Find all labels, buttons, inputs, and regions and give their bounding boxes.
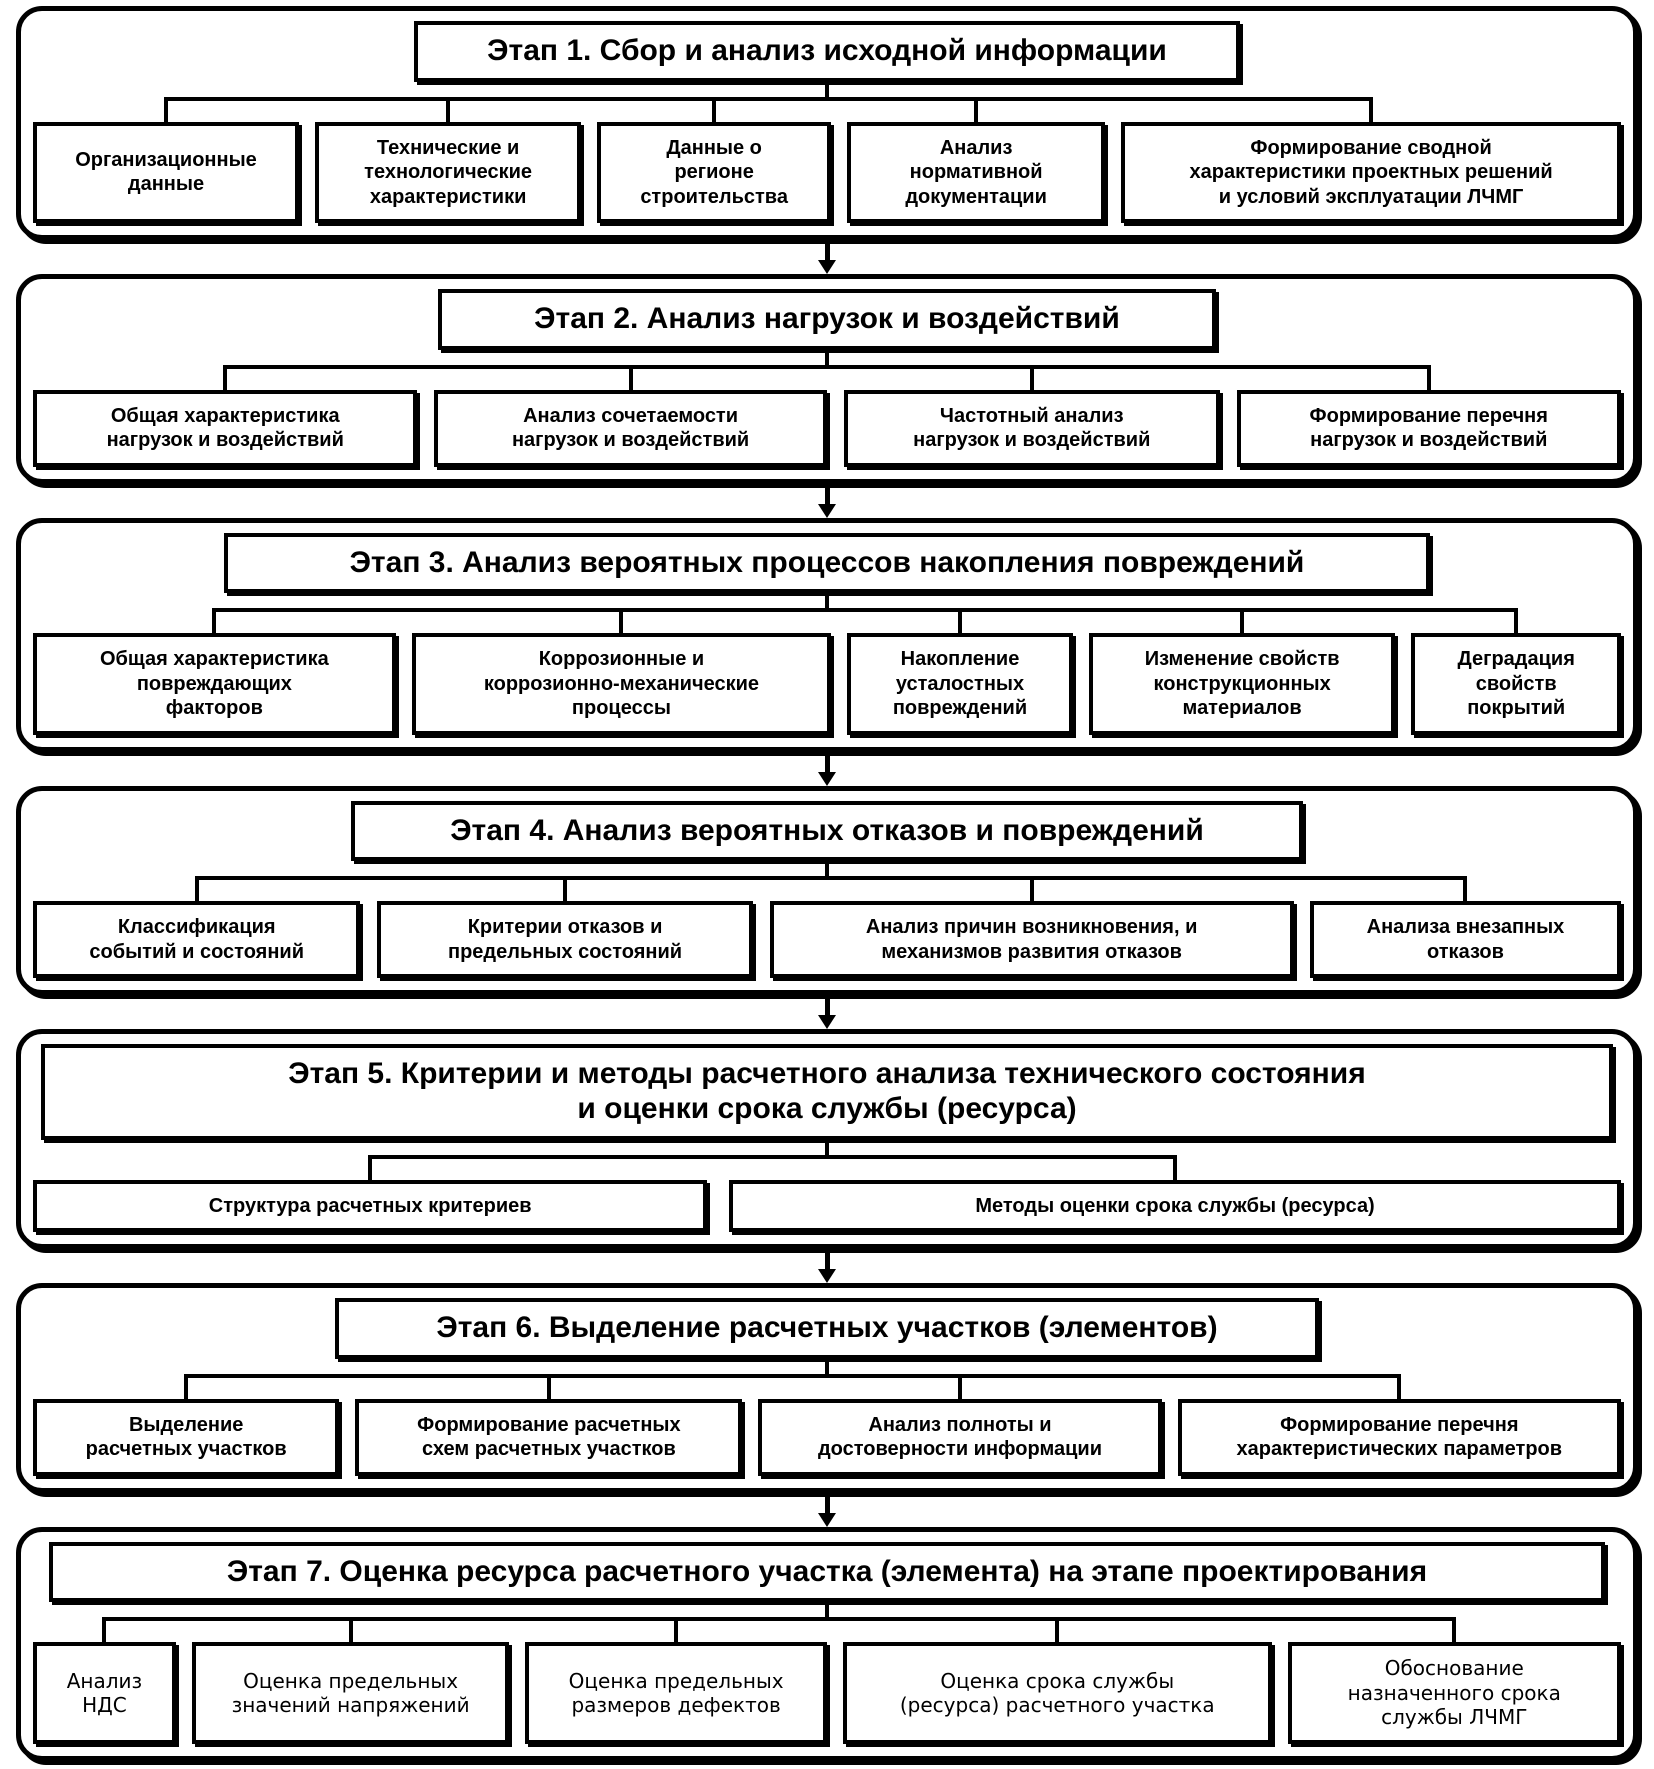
stage-7-item-5[interactable]: Обоснование назначенного срока службы ЛЧМГ — [1288, 1642, 1621, 1743]
connector-drop — [1397, 1374, 1401, 1399]
connector-drop — [974, 97, 978, 122]
stage-container-1 — [16, 6, 1638, 240]
connector-drop — [349, 1617, 353, 1642]
stage-item-row — [33, 1180, 1621, 1232]
connector-bus — [197, 876, 1466, 880]
stage-title-4: Этап 4. Анализ вероятных отказов и повреждений — [351, 801, 1304, 862]
stage-branch-connector — [33, 1602, 1621, 1642]
stage-connector-arrow — [10, 1493, 1644, 1527]
arrow-head-icon — [818, 504, 836, 518]
connector-drop — [212, 608, 216, 633]
stage-title-row — [33, 21, 1621, 82]
stage-title-5: Этап 5. Критерии и методы расчетного анализа технического состояния и оценки срока службы (ресурса) — [41, 1044, 1613, 1140]
connector-stem — [825, 350, 829, 366]
connector-drop — [1055, 1617, 1059, 1642]
stage-title-1: Этап 1. Сбор и анализ исходной информации — [414, 21, 1240, 82]
stage-7-item-3[interactable]: Оценка предельных размеров дефектов — [525, 1642, 827, 1743]
stage-4-item-1[interactable]: Классификация событий и состояний — [33, 901, 360, 978]
stage-4-item-3[interactable]: Анализ причин возникновения, и механизмов развития отказов — [770, 901, 1294, 978]
connector-drop — [446, 97, 450, 122]
stage-item-row — [33, 122, 1621, 223]
connector-drop — [563, 876, 567, 901]
stage-1-item-3[interactable]: Данные о регионе строительства — [597, 122, 831, 223]
stage-item-row — [33, 390, 1621, 467]
stage-4-item-4[interactable]: Анализа внезапных отказов — [1310, 901, 1621, 978]
connector-drop — [368, 1155, 372, 1180]
stage-7-item-1[interactable]: Анализ НДС — [33, 1642, 176, 1743]
stage-2-item-2[interactable]: Анализ сочетаемости нагрузок и воздействий — [434, 390, 827, 467]
connector-bus — [214, 608, 1516, 612]
stage-title-3: Этап 3. Анализ вероятных процессов накопления повреждений — [224, 533, 1431, 594]
connector-drop — [1030, 876, 1034, 901]
stage-branch-connector — [33, 1359, 1621, 1399]
connector-stem — [825, 1602, 829, 1618]
connector-drop — [1463, 876, 1467, 901]
stage-6-item-4[interactable]: Формирование перечня характеристических параметров — [1178, 1399, 1621, 1476]
connector-drop — [958, 1374, 962, 1399]
stage-branch-connector — [33, 350, 1621, 390]
stage-title-7: Этап 7. Оценка ресурса расчетного участка (элемента) на этапе проектирования — [49, 1542, 1605, 1603]
stage-title-2: Этап 2. Анализ нагрузок и воздействий — [438, 289, 1216, 350]
stage-5-item-2[interactable]: Методы оценки срока службы (ресурса) — [729, 1180, 1621, 1232]
stage-connector-arrow — [10, 240, 1644, 274]
stage-title-row — [33, 801, 1621, 862]
connector-drop — [195, 876, 199, 901]
connector-drop — [619, 608, 623, 633]
connector-drop — [164, 97, 168, 122]
connector-bus — [370, 1155, 1175, 1159]
stage-1-item-1[interactable]: Организационные данные — [33, 122, 299, 223]
stage-6-item-1[interactable]: Выделение расчетных участков — [33, 1399, 339, 1476]
stage-2-item-3[interactable]: Частотный анализ нагрузок и воздействий — [844, 390, 1220, 467]
arrow-head-icon — [818, 1269, 836, 1283]
stage-item-row — [33, 901, 1621, 978]
connector-bus — [225, 365, 1429, 369]
arrow-head-icon — [818, 772, 836, 786]
stage-branch-connector — [33, 1140, 1621, 1180]
connector-drop — [1369, 97, 1373, 122]
connector-drop — [223, 365, 227, 390]
stage-3-item-5[interactable]: Деградация свойств покрытий — [1411, 633, 1621, 734]
arrow-head-icon — [818, 1513, 836, 1527]
connector-stem — [825, 593, 829, 609]
stage-4-item-2[interactable]: Критерии отказов и предельных состояний — [377, 901, 754, 978]
stage-1-item-5[interactable]: Формирование сводной характеристики проектных решений и условий эксплуатации ЛЧМГ — [1121, 122, 1621, 223]
connector-stem — [825, 1140, 829, 1156]
stage-3-item-3[interactable]: Накопление усталостных повреждений — [847, 633, 1073, 734]
stage-connector-arrow — [10, 1249, 1644, 1283]
stage-container-7 — [16, 1527, 1638, 1761]
stage-7-item-2[interactable]: Оценка предельных значений напряжений — [192, 1642, 510, 1743]
stage-1-item-4[interactable]: Анализ нормативной документации — [847, 122, 1105, 223]
stage-title-row — [33, 1542, 1621, 1603]
connector-drop — [1173, 1155, 1177, 1180]
stage-5-item-1[interactable]: Структура расчетных критериев — [33, 1180, 707, 1232]
stage-connector-arrow — [10, 995, 1644, 1029]
stage-connector-arrow — [10, 484, 1644, 518]
stage-2-item-1[interactable]: Общая характеристика нагрузок и воздействий — [33, 390, 417, 467]
stage-7-item-4[interactable]: Оценка срока службы (ресурса) расчетного участка — [843, 1642, 1272, 1743]
stage-container-4 — [16, 786, 1638, 996]
stage-title-row — [33, 289, 1621, 350]
stage-title-row — [33, 1298, 1621, 1359]
stage-6-item-3[interactable]: Анализ полноты и достоверности информации — [758, 1399, 1161, 1476]
stage-item-row — [33, 1642, 1621, 1743]
stage-3-item-1[interactable]: Общая характеристика повреждающих факторов — [33, 633, 396, 734]
stage-title-6: Этап 6. Выделение расчетных участков (элементов) — [335, 1298, 1320, 1359]
stage-connector-arrow — [10, 752, 1644, 786]
connector-stem — [825, 1359, 829, 1375]
stage-title-row — [33, 533, 1621, 594]
connector-bus — [104, 1617, 1454, 1621]
stage-3-item-2[interactable]: Коррозионные и коррозионно-механические процессы — [412, 633, 831, 734]
stage-item-row — [33, 1399, 1621, 1476]
stage-title-row — [33, 1044, 1621, 1140]
stage-3-item-4[interactable]: Изменение свойств конструкционных материалов — [1089, 633, 1395, 734]
connector-drop — [1452, 1617, 1456, 1642]
connector-drop — [184, 1374, 188, 1399]
stage-container-3 — [16, 518, 1638, 752]
connector-drop — [547, 1374, 551, 1399]
connector-stem — [825, 861, 829, 877]
stage-branch-connector — [33, 593, 1621, 633]
connector-drop — [712, 97, 716, 122]
arrow-head-icon — [818, 1015, 836, 1029]
connector-drop — [674, 1617, 678, 1642]
connector-drop — [102, 1617, 106, 1642]
stage-container-5 — [16, 1029, 1638, 1249]
stage-branch-connector — [33, 82, 1621, 122]
stage-item-row — [33, 633, 1621, 734]
connector-stem — [825, 82, 829, 98]
connector-bus — [166, 97, 1371, 101]
stage-container-6 — [16, 1283, 1638, 1493]
stage-2-item-4[interactable]: Формирование перечня нагрузок и воздействий — [1237, 390, 1621, 467]
connector-drop — [958, 608, 962, 633]
stage-branch-connector — [33, 861, 1621, 901]
stage-container-2 — [16, 274, 1638, 484]
connector-drop — [629, 365, 633, 390]
connector-drop — [1427, 365, 1431, 390]
connector-drop — [1030, 365, 1034, 390]
stage-6-item-2[interactable]: Формирование расчетных схем расчетных участков — [355, 1399, 742, 1476]
connector-drop — [1240, 608, 1244, 633]
connector-bus — [186, 1374, 1399, 1378]
arrow-head-icon — [818, 260, 836, 274]
connector-drop — [1514, 608, 1518, 633]
stage-1-item-2[interactable]: Технические и технологические характеристики — [315, 122, 581, 223]
